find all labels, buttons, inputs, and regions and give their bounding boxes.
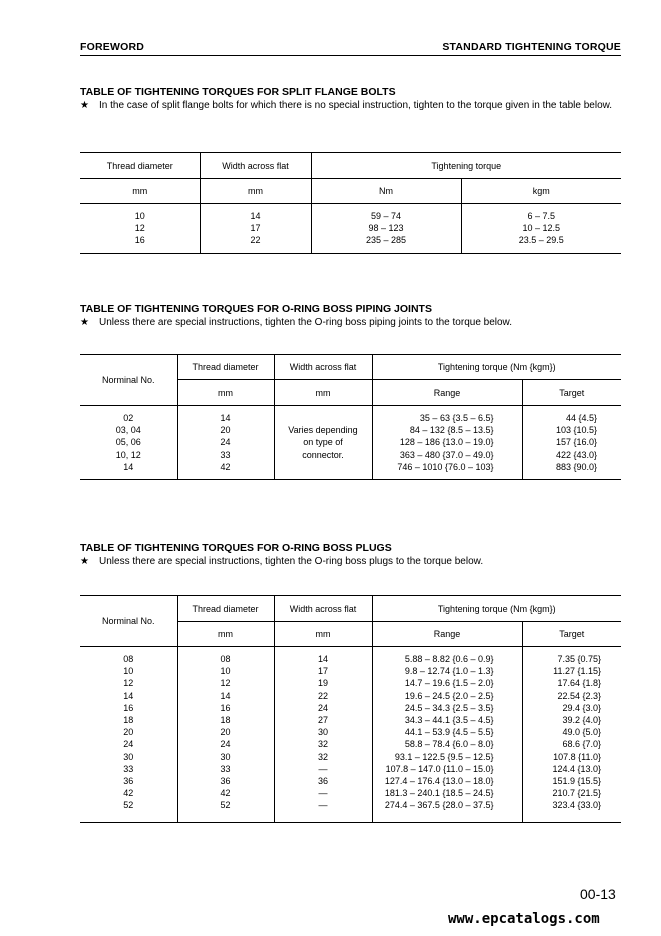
- col-header-target: Target: [522, 380, 621, 406]
- unit-nm: Nm: [311, 179, 461, 204]
- unit-mm: mm: [177, 622, 274, 647]
- col-header-width: Width across flat: [200, 153, 311, 179]
- unit-mm: mm: [80, 179, 200, 204]
- col-header-thread: Thread diameter: [177, 355, 274, 380]
- section1-title: TABLE OF TIGHTENING TORQUES FOR SPLIT FLANGE BOLTS: [80, 86, 396, 98]
- section1-note: [80, 99, 621, 112]
- table-row: [80, 204, 621, 254]
- cell-width: Varies depending on type of connector.: [288, 425, 358, 460]
- cell-range: 5.88 – 8.82 {0.6 – 0.9} 9.8 – 12.74 {1.0 – 1.3} 14.7 – 19.6 {1.5 – 2.0} 19.6 – 24.5 {2.0 – 2.5} 24.5 – 34.3 {2.5 – 3.5} 34.3 – 44.1 {3.5 – 4.5} 44.1 – 53.9 {4.5 – 5.5} 58.8 – 78.4 {6.0 – 8.0} 93.1 – 122.5 {9.5 – 12.5} 107.8 – 147.0 {11.0 – 15.0} 127.4 – 176.4 {13.0 – 18.0} 181.3 – 240.1 {18.5 – 24.5} 274.4 – 367.5 {28.0 – 37.5}: [384, 654, 494, 811]
- col-header-torque: Tightening torque: [311, 153, 621, 179]
- cell-width: 14 17 22: [250, 211, 261, 246]
- unit-mm: mm: [274, 622, 372, 647]
- star-icon: ★: [80, 317, 89, 328]
- section2-note: [80, 316, 621, 329]
- section3-note-text: Unless there are special instructions, tighten the O-ring boss plugs to the torque below.: [99, 556, 484, 567]
- col-header-nominal: Norminal No.: [80, 355, 177, 406]
- page-number: 00-13: [580, 886, 616, 902]
- col-header-nominal: Norminal No.: [80, 596, 177, 647]
- col-header-range: Range: [372, 380, 522, 406]
- table-header-row: [80, 596, 621, 622]
- unit-mm: mm: [200, 179, 311, 204]
- table-row: [80, 647, 621, 823]
- cell-thread: 10 12 16: [134, 211, 145, 246]
- cell-width: 14 17 19 22 24 27 30 32 32 — 36 — —: [317, 654, 328, 811]
- table-unit-row: [80, 179, 621, 204]
- oring-joints-table: [80, 354, 621, 480]
- star-icon: ★: [80, 100, 89, 111]
- cell-nm: 59 – 74 98 – 123 235 – 285: [365, 211, 407, 246]
- watermark: www.epcatalogs.com: [448, 911, 600, 927]
- unit-mm: mm: [274, 380, 372, 406]
- table-header-row: [80, 153, 621, 179]
- section2-note-text: Unless there are special instructions, tighten the O-ring boss piping joints to the torque below.: [99, 317, 513, 328]
- unit-kgm: kgm: [461, 179, 621, 204]
- page-header: [80, 41, 621, 56]
- col-header-width: Width across flat: [274, 355, 372, 380]
- cell-kgm: 6 – 7.5 10 – 12.5 23.5 – 29.5: [518, 211, 564, 246]
- col-header-torque: Tightening torque (Nm {kgm}): [372, 596, 621, 622]
- cell-range: 35 – 63 {3.5 – 6.5} 84 – 132 {8.5 – 13.5} 128 – 186 {13.0 – 19.0} 363 – 480 {37.0 – 49.0} 746 – 1010 {76.0 – 103}: [397, 413, 494, 472]
- table-header-row: [80, 355, 621, 380]
- cell-thread: 08 10 12 14 16 18 20 24 30 33 36 42 52: [220, 654, 231, 811]
- unit-mm: mm: [177, 380, 274, 406]
- cell-target: 44 {4.5} 103 {10.5} 157 {16.0} 422 {43.0} 883 {90.0}: [555, 413, 598, 472]
- section3-note: [80, 555, 621, 568]
- header-section: FOREWORD: [80, 41, 145, 53]
- cell-thread: 14 20 24 33 42: [220, 413, 231, 472]
- col-header-thread: Thread diameter: [177, 596, 274, 622]
- section3-title: TABLE OF TIGHTENING TORQUES FOR O-RING BOSS PLUGS: [80, 542, 392, 554]
- star-icon: ★: [80, 556, 89, 567]
- col-header-width: Width across flat: [274, 596, 372, 622]
- col-header-thread: Thread diameter: [80, 153, 200, 179]
- col-header-target: Target: [522, 622, 621, 647]
- cell-target: 7.35 {0.75} 11.27 {1.15} 17.64 {1.8} 22.54 {2.3} 29.4 {3.0} 39.2 {4.0} 49.0 {5.0} 68.6 {7.0} 107.8 {11.0} 124.4 {13.0} 151.9 {15.5} 210.7 {21.5} 323.4 {33.0}: [552, 654, 602, 811]
- cell-nominal: 02 03, 04 05, 06 10, 12 14: [115, 413, 141, 472]
- split-flange-table: [80, 152, 621, 254]
- section2-title: TABLE OF TIGHTENING TORQUES FOR O-RING BOSS PIPING JOINTS: [80, 303, 432, 315]
- section1-note-text: In the case of split flange bolts for which there is no special instruction, tighten to the torque given in the table below.: [99, 100, 613, 111]
- col-header-torque: Tightening torque (Nm {kgm}): [372, 355, 621, 380]
- table-row: [80, 406, 621, 480]
- header-title: STANDARD TIGHTENING TORQUE: [442, 41, 621, 53]
- cell-nominal: 08 10 12 14 16 18 20 24 30 33 36 42 52: [123, 654, 134, 811]
- col-header-range: Range: [372, 622, 522, 647]
- oring-plugs-table: [80, 595, 621, 823]
